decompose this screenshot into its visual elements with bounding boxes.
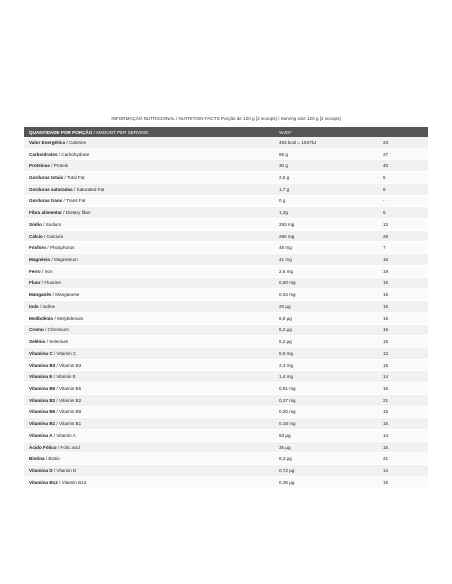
nutrient-name-pt: Cromo: [29, 327, 44, 333]
table-row: [24, 148, 428, 160]
table-row: [24, 242, 428, 254]
nutrient-cell: [24, 289, 274, 301]
table-row: [24, 160, 428, 172]
nutrient-amount: 46 mg: [274, 242, 378, 254]
nutrient-name-pt: Vitamina B3: [29, 362, 56, 368]
nutrient-name-pt: Fibra alimentar: [29, 210, 62, 216]
nutrient-dv: 15: [378, 324, 428, 336]
nutrient-amount: 20 µg: [274, 301, 378, 313]
nutrient-name-en: / Vitamin E: [52, 374, 76, 380]
nutrient-cell: [24, 230, 274, 242]
nutrient-cell: [24, 219, 274, 231]
table-row: [24, 312, 428, 324]
nutrient-name-en: / Folic acid: [56, 444, 80, 450]
nutrient-name-pt: Carboidratos: [29, 151, 58, 157]
table-row: [24, 289, 428, 301]
nutrient-amount: 83 µg: [274, 429, 378, 441]
nutrient-name-en: / Biotin: [44, 456, 60, 462]
nutrient-cell: [24, 371, 274, 383]
nutrient-cell: [24, 476, 274, 488]
nutrient-name-pt: Biotina: [29, 456, 45, 462]
table-row: [24, 347, 428, 359]
nutrient-name-en: / Iron: [40, 268, 53, 274]
nutrition-table: [24, 127, 428, 489]
nutrient-amount: 41 mg: [274, 254, 378, 266]
nutrient-name-pt: Cálcio: [29, 233, 43, 239]
nutrient-dv: 15: [378, 301, 428, 313]
nutrient-dv: 14: [378, 429, 428, 441]
table-row: [24, 465, 428, 477]
nutrient-amount: 0 g: [274, 195, 378, 207]
nutrient-name-en: / Protein: [49, 163, 69, 169]
nutrient-amount: 5,2 µg: [274, 336, 378, 348]
nutrient-name-pt: Magnésio: [29, 257, 51, 263]
table-body: [24, 137, 428, 488]
table-row: [24, 359, 428, 371]
nutrient-cell: [24, 254, 274, 266]
nutrient-name-en: / Carbohydrate: [57, 151, 90, 157]
nutrient-name-en: / Vitamin B12: [57, 479, 87, 485]
nutrient-name-en: / Selenium: [45, 339, 69, 345]
nutrient-name-en: / Chromium: [43, 327, 69, 333]
nutrient-cell: [24, 336, 274, 348]
nutrient-dv: 5: [378, 207, 428, 219]
header-amount-per-serving: [24, 127, 274, 137]
table-row: [24, 195, 428, 207]
nutrient-amount: 0,20 mg: [274, 406, 378, 418]
nutrient-cell: [24, 148, 274, 160]
nutrient-amount: 0,72 µg: [274, 465, 378, 477]
nutrient-amount: 286 mg: [274, 230, 378, 242]
table-row: [24, 336, 428, 348]
nutrient-name-en: / Iodine: [38, 303, 56, 309]
table-row: [24, 406, 428, 418]
nutrient-name-pt: Vitamina D: [29, 467, 53, 473]
nutrient-name-en: / Vitamin B6: [55, 409, 82, 415]
nutrient-cell: [24, 265, 274, 277]
nutrient-name-en: / Manganese: [51, 292, 80, 298]
table-row: [24, 324, 428, 336]
header-label-en: / AMOUNT PER SERVING: [92, 129, 149, 135]
nutrient-name-en: / Saturated Fat: [72, 186, 105, 192]
nutrient-name-en: / Vitamin A: [52, 432, 76, 438]
nutrient-dv: 15: [378, 476, 428, 488]
nutrient-cell: [24, 359, 274, 371]
table-row: [24, 476, 428, 488]
table-row: [24, 429, 428, 441]
nutrient-dv: 5: [378, 172, 428, 184]
nutrient-amount: 5,9 mg: [274, 347, 378, 359]
nutrient-dv: 7: [378, 242, 428, 254]
nutrient-dv: 27: [378, 148, 428, 160]
nutrient-name-pt: Molibdênio: [29, 315, 54, 321]
nutrient-name-en: / Sodium: [41, 221, 62, 227]
nutrient-name-en: / Vitamin D: [52, 467, 77, 473]
nutrient-cell: [24, 347, 274, 359]
header-label-pt: QUANTIDADE POR PORÇÃO: [29, 129, 93, 135]
nutrient-cell: [24, 465, 274, 477]
nutrient-cell: [24, 312, 274, 324]
nutrient-name-pt: Proteínas: [29, 163, 50, 169]
nutrient-dv: 21: [378, 453, 428, 465]
nutrient-cell: [24, 195, 274, 207]
nutrient-name-pt: Vitamina C: [29, 350, 53, 356]
table-row: [24, 230, 428, 242]
table-row: [24, 219, 428, 231]
nutrient-name-en: / Calcium: [42, 233, 64, 239]
table-row: [24, 207, 428, 219]
nutrient-amount: 2,5 g: [274, 172, 378, 184]
nutrient-name-en: / Vitamin C: [52, 350, 77, 356]
nutrient-cell: [24, 242, 274, 254]
nutrient-dv: 13: [378, 347, 428, 359]
nutrient-dv: 21: [378, 394, 428, 406]
nutrient-cell: [24, 137, 274, 148]
nutrient-amount: 30 g: [274, 160, 378, 172]
table-header-row: [24, 127, 428, 137]
nutrient-cell: [24, 301, 274, 313]
table-row: [24, 254, 428, 266]
nutrient-name-pt: Vitamina E: [29, 374, 53, 380]
nutrient-dv: 15: [378, 441, 428, 453]
table-row: [24, 277, 428, 289]
nutrient-cell: [24, 429, 274, 441]
table-row: [24, 371, 428, 383]
nutrient-name-pt: Vitamina B2: [29, 397, 56, 403]
nutrition-title: INFORMAÇÃO NUTRICIONAL / NUTRITION FACTS Porção de 120 g [2 scoops] / Serving size 120 g [2 scoops]: [111, 116, 341, 121]
nutrient-name-pt: Vitamina B5: [29, 385, 56, 391]
nutrient-amount: 0,81 mg: [274, 383, 378, 395]
nutrient-dv: 14: [378, 371, 428, 383]
nutrient-amount: 0,34 mg: [274, 289, 378, 301]
nutrient-cell: [24, 441, 274, 453]
nutrient-dv: 15: [378, 289, 428, 301]
nutrient-cell: [24, 277, 274, 289]
table-row: [24, 453, 428, 465]
table-row: [24, 183, 428, 195]
table-row: [24, 137, 428, 148]
nutrient-amount: 85 g: [274, 148, 378, 160]
nutrient-name-pt: Fluor: [29, 280, 41, 286]
nutrient-name-pt: Gorduras trans: [29, 198, 63, 204]
nutrient-name-en: / Vitamin B1: [55, 421, 82, 427]
header-dv: %VD*: [274, 127, 378, 137]
nutrient-amount: 0,18 mg: [274, 418, 378, 430]
nutrient-dv: 15: [378, 277, 428, 289]
nutrient-name-en: / Vitamin B3: [55, 362, 82, 368]
nutrient-name-pt: Ferro: [29, 268, 41, 274]
nutrient-cell: [24, 183, 274, 195]
nutrient-dv: 15: [378, 359, 428, 371]
nutrient-dv: 8: [378, 183, 428, 195]
table-row: [24, 301, 428, 313]
nutrient-cell: [24, 324, 274, 336]
nutrient-dv: 15: [378, 312, 428, 324]
nutrient-name-pt: Vitamina A: [29, 432, 53, 438]
nutrient-name-pt: Vitamina B1: [29, 421, 56, 427]
nutrient-amount: 293 mg: [274, 219, 378, 231]
table-row: [24, 265, 428, 277]
nutrient-name-en: / Phosphorus: [46, 245, 75, 251]
nutrient-name-en: / Molybdenum: [53, 315, 84, 321]
nutrient-dv: 14: [378, 465, 428, 477]
table-row: [24, 172, 428, 184]
nutrient-name-en: / Dietary fiber: [61, 210, 91, 216]
nutrient-dv: 40: [378, 160, 428, 172]
nutrient-cell: [24, 160, 274, 172]
nutrient-cell: [24, 406, 274, 418]
nutrient-name-en: / Vitamin B5: [55, 385, 82, 391]
nutrient-amount: 6,3 µg: [274, 453, 378, 465]
nutrient-cell: [24, 394, 274, 406]
nutrient-name-pt: Iodo: [29, 303, 39, 309]
nutrient-name-pt: Vitamina B6: [29, 409, 56, 415]
nutrient-cell: [24, 383, 274, 395]
nutrient-amount: 0,36 µg: [274, 476, 378, 488]
table-row: [24, 418, 428, 430]
nutrient-dv: 16: [378, 383, 428, 395]
table-row: [24, 383, 428, 395]
nutrient-amount: 2,6 mg: [274, 265, 378, 277]
nutrient-name-pt: Fósforo: [29, 245, 47, 251]
nutrient-dv: 15: [378, 418, 428, 430]
nutrient-dv: 12: [378, 219, 428, 231]
nutrient-dv: 29: [378, 230, 428, 242]
nutrient-name-pt: Ácido Fólico: [29, 444, 57, 450]
header-empty: [378, 127, 428, 137]
nutrient-name-pt: Vitamina B12: [29, 479, 58, 485]
nutrient-dv: 23: [378, 137, 428, 148]
nutrient-amount: 0,60 mg: [274, 277, 378, 289]
nutrient-cell: [24, 207, 274, 219]
table-row: [24, 441, 428, 453]
nutrient-cell: [24, 172, 274, 184]
nutrient-amount: 1,7 g: [274, 183, 378, 195]
nutrient-cell: [24, 418, 274, 430]
nutrient-amount: 6,8 µg: [274, 312, 378, 324]
nutrient-dv: 16: [378, 254, 428, 266]
nutrient-name-pt: Manganês: [29, 292, 52, 298]
nutrient-dv: 15: [378, 406, 428, 418]
nutrient-name-en: / Trans Fat: [62, 198, 86, 204]
nutrient-amount: 1,4 mg: [274, 371, 378, 383]
nutrient-name-pt: Valor Energético: [29, 139, 66, 145]
nutrient-amount: 5,2 µg: [274, 324, 378, 336]
table-row: [24, 394, 428, 406]
nutrient-name-en: / Calories: [65, 139, 86, 145]
nutrient-name-pt: Sódio: [29, 221, 42, 227]
nutrient-amount: 35 µg: [274, 441, 378, 453]
nutrient-name-en: / Total Fat: [63, 175, 85, 181]
nutrient-name-pt: Gorduras saturadas: [29, 186, 73, 192]
nutrient-dv: -: [378, 195, 428, 207]
nutrient-cell: [24, 453, 274, 465]
nutrient-amount: 2,4 mg: [274, 359, 378, 371]
nutrient-name-en: / Magnesium: [50, 257, 78, 263]
nutrient-name-en: / Vitamin B2: [55, 397, 82, 403]
nutrient-amount: 463 kcal = 1937kJ: [274, 137, 378, 148]
nutrient-name-en: / Fluorine: [40, 280, 61, 286]
nutrient-name-pt: Selênio: [29, 339, 46, 345]
nutrient-dv: 15: [378, 336, 428, 348]
nutrient-name-pt: Gorduras totais: [29, 175, 64, 181]
nutrient-amount: 1,2g: [274, 207, 378, 219]
nutrient-amount: 0,27 mg: [274, 394, 378, 406]
nutrient-dv: 19: [378, 265, 428, 277]
